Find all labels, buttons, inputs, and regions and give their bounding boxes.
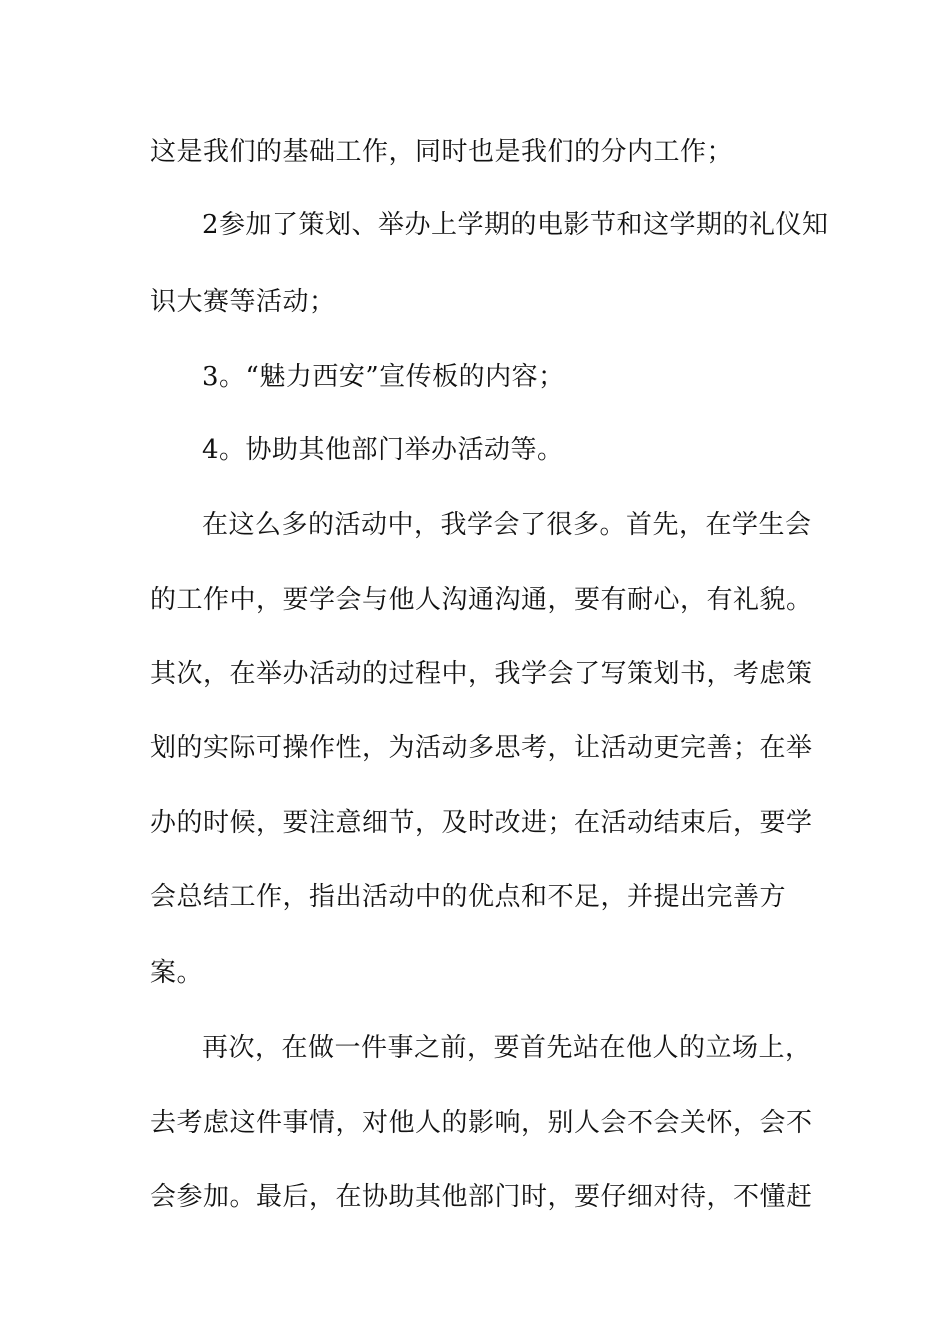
text-line: 4。协助其他部门举办活动等。 <box>202 435 564 465</box>
text-line: 划的实际可操作性，为活动多思考，让活动更完善；在举 <box>150 733 813 763</box>
text-line: 的工作中，要学会与他人沟通沟通，要有耐心，有礼貌。 <box>150 585 813 615</box>
text-line: 会参加。最后，在协助其他部门时，要仔细对待，不懂赶 <box>150 1182 813 1212</box>
text-line: 办的时候，要注意细节，及时改进；在活动结束后，要学 <box>150 808 813 838</box>
text-line: 3。“魅力西安”宣传板的内容； <box>202 362 565 392</box>
text-line: 2参加了策划、举办上学期的电影节和这学期的礼仪知 <box>202 210 829 240</box>
text-line: 在这么多的活动中，我学会了很多。首先，在学生会 <box>202 510 812 540</box>
text-line: 会总结工作，指出活动中的优点和不足，并提出完善方 <box>150 882 787 912</box>
text-line: 其次，在举办活动的过程中，我学会了写策划书，考虑策 <box>150 659 813 689</box>
text-line: 识大赛等活动； <box>150 287 336 317</box>
text-line: 去考虑这件事情，对他人的影响，别人会不会关怀，会不 <box>150 1108 813 1138</box>
text-line: 再次，在做一件事之前，要首先站在他人的立场上， <box>202 1033 812 1063</box>
text-line: 这是我们的基础工作，同时也是我们的分内工作； <box>150 137 734 167</box>
text-line: 案。 <box>150 958 204 988</box>
